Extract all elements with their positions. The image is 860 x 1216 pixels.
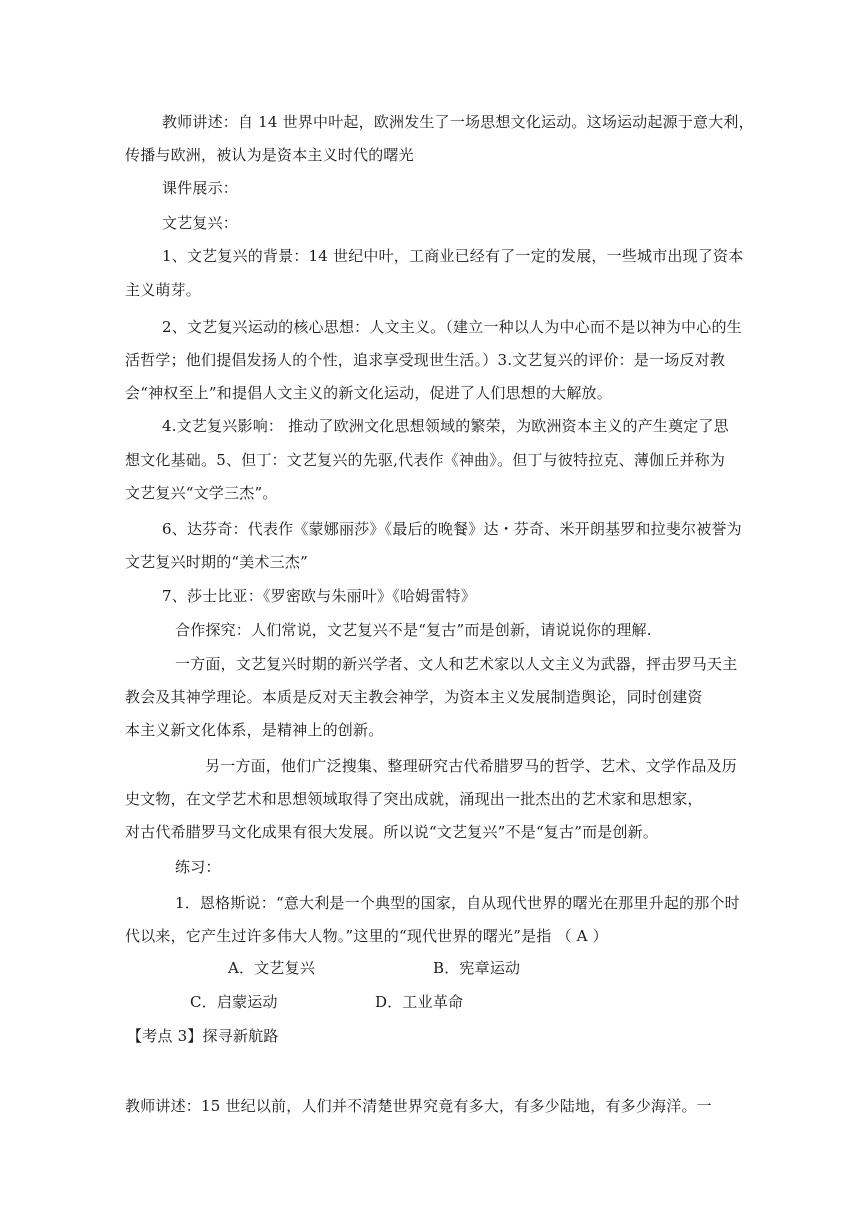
option-d: D．工业革命 [375,993,464,1011]
point-6-da-vinci: 6、达芬奇：代表作《蒙娜丽莎》《最后的晚餐》达・芬奇、米开朗基罗和拉斐尔被誉为 [162,520,742,538]
cooperative-inquiry-question: 合作探究：人们常说，文艺复兴不是“复古”而是创新，请说说你的理解. [175,621,652,639]
question-1-stem: 1．恩格斯说：“意大利是一个典型的国家，自从现代世界的曙光在那里升起的那个时 [175,894,740,912]
point-5-dante-cont: 文艺复兴“文学三杰”。 [125,484,278,502]
paragraph-teacher-new-routes: 教师讲述：15 世纪以前，人们并不清楚世界究竟有多大，有多少陆地，有多少海洋。一 [125,1097,712,1115]
point-6-da-vinci-cont: 文艺复兴时期的“美术三杰” [125,553,308,571]
point-5-dante: 想文化基础。5、但丁：文艺复兴的先驱,代表作《神曲》。但丁与彼特拉克、薄伽丘并称为 [125,451,726,469]
answer-paragraph-1: 一方面，文艺复兴时期的新兴学者、文人和艺术家以人文主义为武器，抨击罗马天主 [175,655,738,673]
answer-paragraph-1-end: 本主义新文化体系，是精神上的创新。 [125,721,384,739]
option-b: B．宪章运动 [433,959,521,977]
exercise-label: 练习： [175,858,221,876]
topic-3-heading: 【考点 3】探寻新航路 [127,1027,279,1045]
option-a: A．文艺复兴 [228,959,316,977]
point-2-core-idea: 2、文艺复兴运动的核心思想：人文主义。（建立一种以人为中心而不是以神为中心的生 [162,318,742,336]
point-1-background: 1、文艺复兴的背景：14 世纪中叶，工商业已经有了一定的发展，一些城市出现了资本 [162,247,744,265]
point-2-core-idea-cont: 活哲学；他们提倡发扬人的个性，追求享受现世生活。）3.文艺复兴的评价：是一场反对教 [125,351,726,369]
point-4-influence: 4.文艺复兴影响： 推动了欧洲文化思想领域的繁荣，为欧洲资本主义的产生奠定了思 [162,417,729,435]
question-1-stem-cont: 代以来，它产生过许多伟大人物。”这里的“现代世界的曙光”是指 （ A ） [125,927,608,945]
section-heading-renaissance: 文艺复兴： [162,214,239,232]
answer-paragraph-2: 另一方面，他们广泛搜集、整理研究古代希腊罗马的哲学、艺术、文学作品及历 [205,757,738,775]
point-7-shakespeare: 7、莎士比亚：《罗密欧与朱丽叶》《哈姆雷特》 [162,587,476,605]
option-c: C．启蒙运动 [190,993,278,1011]
point-1-background-cont: 主义萌芽。 [125,281,202,299]
answer-paragraph-1-cont: 教会及其神学理论。本质是反对天主教会神学，为资本主义发展制造舆论，同时创建资 [125,688,703,706]
paragraph-teacher-intro-cont: 传播与欧洲，被认为是资本主义时代的曙光 [125,146,414,164]
point-3-evaluation-cont: 会“神权至上”和提倡人文主义的新文化运动，促进了人们思想的大解放。 [125,384,612,402]
answer-paragraph-2-end: 对古代希腊罗马文化成果有很大发展。所以说“文艺复兴”不是“复古”而是创新。 [125,823,659,841]
paragraph-teacher-intro: 教师讲述：自 14 世界中叶起，欧洲发生了一场思想文化运动。这场运动起源于意大利， [162,113,754,131]
answer-paragraph-2-cont: 史文物，在文学艺术和思想领域取得了突出成就，涌现出一批杰出的艺术家和思想家， [125,790,703,808]
courseware-label: 课件展示： [162,179,239,197]
